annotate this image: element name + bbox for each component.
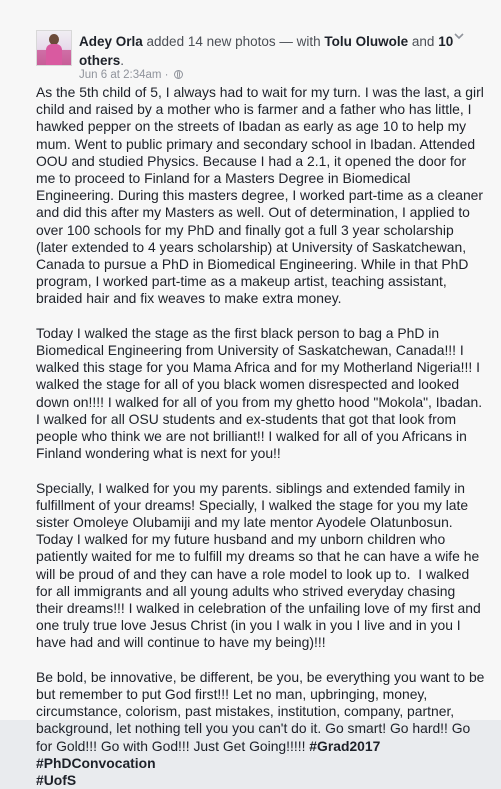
headline-and: and	[408, 34, 439, 49]
post-body	[36, 84, 489, 789]
avatar-body	[46, 44, 62, 66]
chevron-down-icon[interactable]	[453, 30, 465, 42]
final-paragraph-text: Be bold, be innovative, be different, be you, be everything you want to be but remember to put God first!!! Let no man, upbringing, money, circumstance, colorism, past mistakes, institution, company, partner, background, let nothing tell you you can't do it. Go smart! Go hard!! Go for Gold!!! Go with God!!! Just Get Going!!!!!	[36, 668, 489, 754]
hashtag[interactable]: #UofS	[36, 772, 77, 789]
post-meta	[79, 69, 183, 81]
tagged-others[interactable]: 10 others	[79, 34, 454, 68]
post-paragraph-final	[36, 668, 489, 789]
post-paragraph: Today I walked the stage as the first black person to bag a PhD in Biomedical Engineering from University of Saskatchewan, Canada!!! I walked this stage for you Mama Africa and for my Motherland Nigeria!!! I walked the stage for all of you black women disrespected and looked down on!!!! I walked for all of you from my ghetto hood "Mokola", Ibadan. I walked for all OSU students and ex-students that got that look from people who think we are not brilliant!! I walked for all of you Africans in Finland wondering what is next for you!!	[36, 324, 486, 462]
tagged-person[interactable]: Tolu Oluwole	[324, 34, 409, 49]
post-headline	[79, 32, 459, 70]
avatar[interactable]	[36, 30, 72, 66]
headline-action: added 14 new photos — with	[142, 34, 325, 49]
hashtag[interactable]: #PhDConvocation	[36, 754, 156, 771]
post-header	[36, 30, 501, 82]
headline-period: .	[120, 53, 125, 68]
hashtag[interactable]: #Grad2017	[309, 737, 381, 754]
post-paragraph: Specially, I walked for you my parents. siblings and extended family in fulfillment of your dreams! Specially, I walked the stage for you my late sister Omoleye Olubamiji and my late mentor Ayodele Olatunbosun. Today I walked for my future husband and my unborn children who patiently waited for me to fulfill my dreams so that he can have a wife he will be proud of and they can have a role model to look up to. I walked for all immigrants and all young adults who strived everyday chasing their dreams!!! I walked in celebration of the unfailing love of my first and one truly true love Jesus Christ (in you I walk in you I live and in you I have had and will continue to have my being)!!!	[36, 479, 485, 651]
globe-icon[interactable]	[174, 70, 183, 79]
author-name[interactable]: Adey Orla	[79, 34, 143, 49]
post-timestamp[interactable]: Jun 6 at 2:34am ·	[79, 69, 172, 81]
post-paragraph: As the 5th child of 5, I always had to wait for my turn. I was the last, a girl child and raised by a mother who is farmer and a father who has little, I hawked pepper on the streets of Ibadan as early as age 10 to help my mum. Went to public primary and secondary school in Ibadan. Attended OOU and studied Physics. Because I had a 2.1, it opened the door for me to proceed to Finland for a Masters Degree in Biomedical Engineering. During this masters degree, I worked part-time as a cleaner and did this after my Masters as well. Out of determination, I applied to over 100 schools for my PhD and finally got a full 3 year scholarship (later extended to 4 years scholarship) at University of Saskatchewan, Canada to pursue a PhD in Biomedical Engineering. While in that PhD program, I worked part-time as a makeup artist, teaching assistant, braided hair and fix weaves to make extra money.	[36, 84, 488, 307]
